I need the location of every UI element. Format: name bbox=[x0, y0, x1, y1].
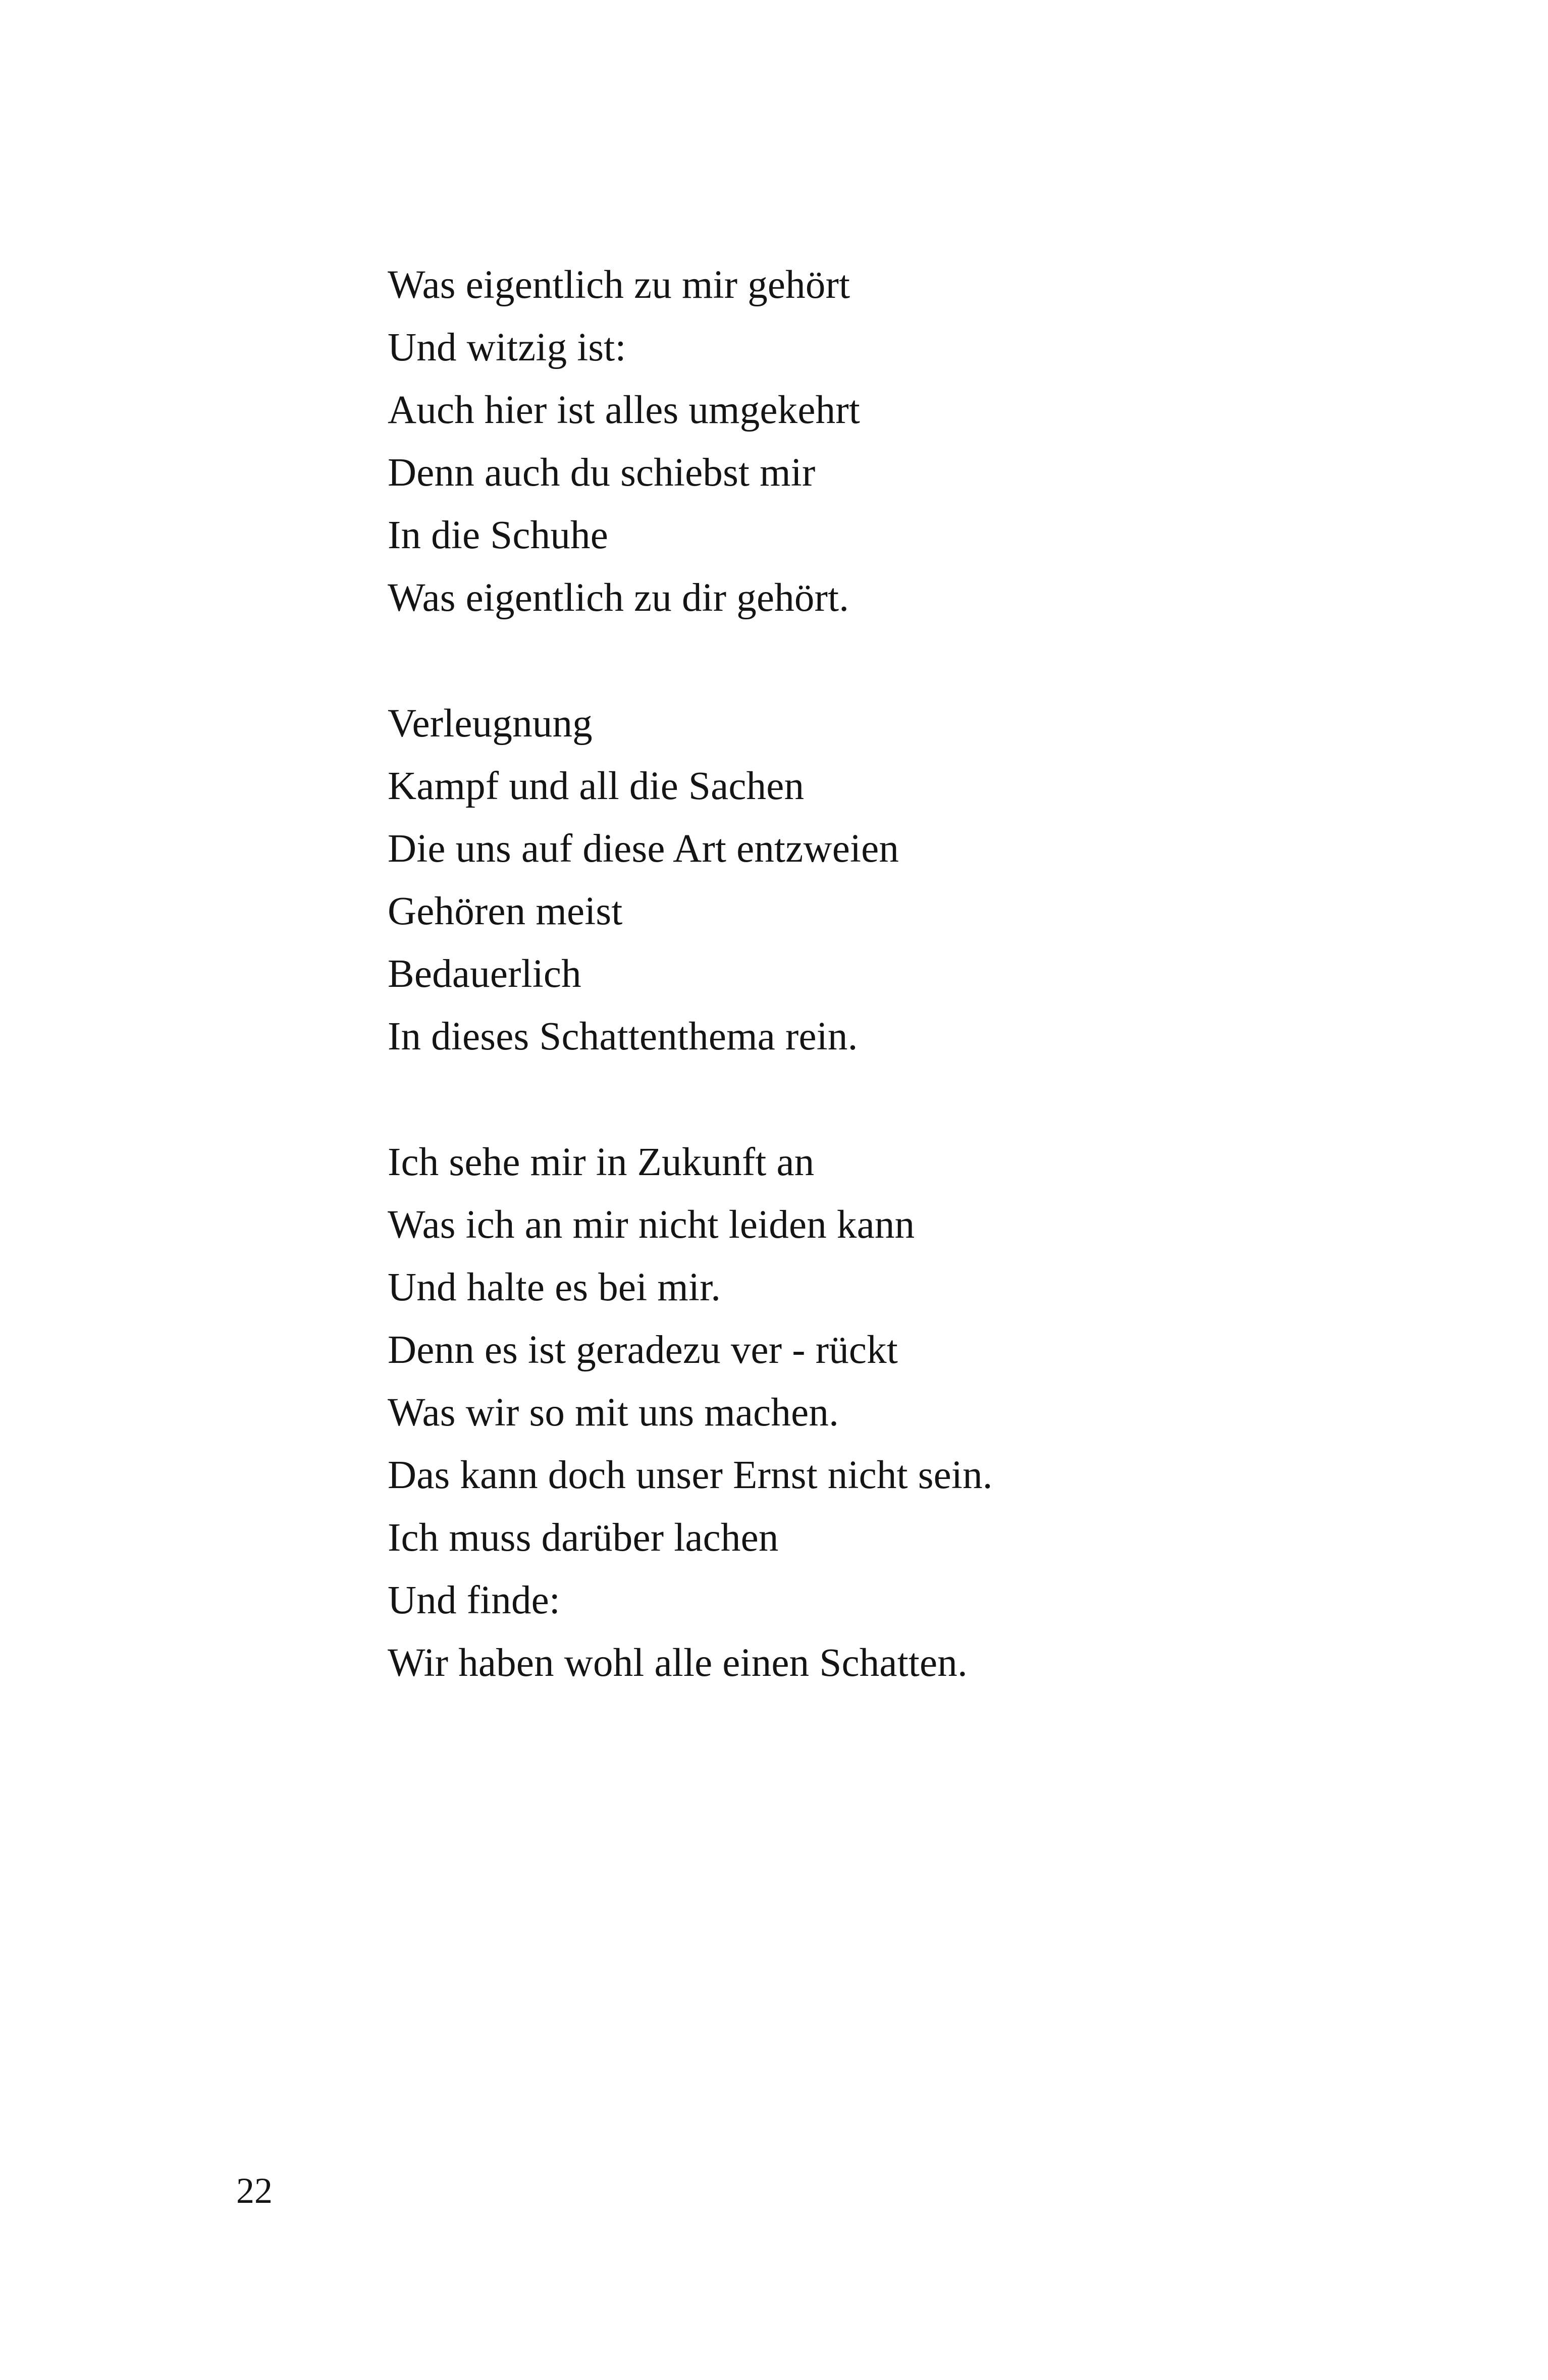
poem-line: Was wir so mit uns machen. bbox=[388, 1391, 839, 1435]
stanza-1 bbox=[388, 254, 1397, 629]
poem-line: Denn auch du schiebst mir bbox=[388, 451, 816, 495]
poem-line: Was ich an mir nicht leiden kann bbox=[388, 1203, 915, 1247]
poem bbox=[388, 254, 1397, 1695]
poem-line: Gehören meist bbox=[388, 889, 623, 933]
stanza-2 bbox=[388, 693, 1397, 1068]
poem-line: Auch hier ist alles umgekehrt bbox=[388, 388, 860, 432]
poem-line: Was eigentlich zu mir gehört bbox=[388, 263, 850, 307]
poem-line: Und finde: bbox=[388, 1578, 561, 1622]
poem-line: Wir haben wohl alle einen Schatten. bbox=[388, 1641, 968, 1685]
poem-line: Was eigentlich zu dir gehört. bbox=[388, 576, 849, 620]
poem-line: Bedauerlich bbox=[388, 952, 581, 996]
poem-line: Die uns auf diese Art entzweien bbox=[388, 827, 899, 871]
poem-line: In dieses Schattenthema rein. bbox=[388, 1015, 858, 1059]
poem-line: Verleugnung bbox=[388, 702, 593, 746]
stanza-3 bbox=[388, 1131, 1397, 1695]
page-number: 22 bbox=[236, 2171, 273, 2211]
poem-line: Und witzig ist: bbox=[388, 326, 626, 369]
poem-line: Kampf und all die Sachen bbox=[388, 764, 805, 808]
poem-line: In die Schuhe bbox=[388, 513, 608, 557]
poem-line: Das kann doch unser Ernst nicht sein. bbox=[388, 1453, 993, 1497]
poem-line: Ich muss darüber lachen bbox=[388, 1516, 779, 1560]
poem-line: Ich sehe mir in Zukunft an bbox=[388, 1140, 815, 1184]
poem-line: Denn es ist geradezu ver - rückt bbox=[388, 1328, 898, 1372]
poem-line: Und halte es bei mir. bbox=[388, 1265, 721, 1309]
